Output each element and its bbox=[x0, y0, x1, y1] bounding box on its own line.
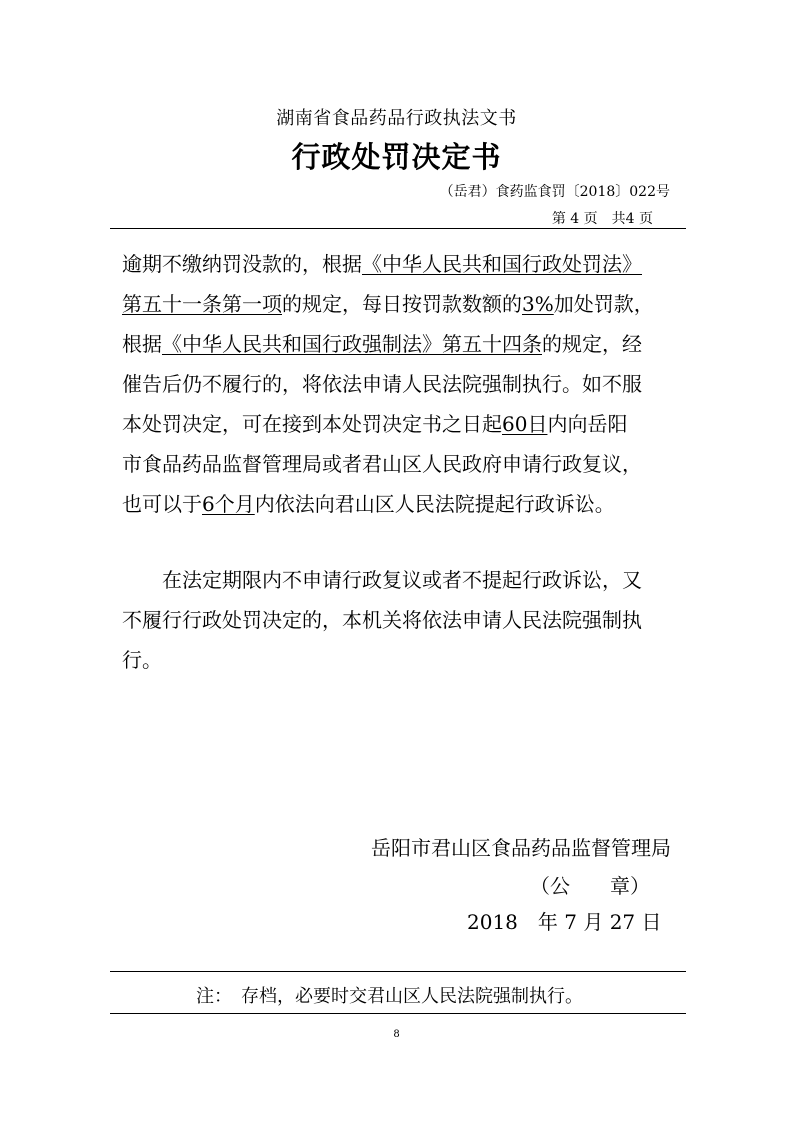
paragraph-penalty-terms bbox=[122, 244, 682, 524]
archive-note: 注： 存档，必要时交君山区人民法院强制执行。 bbox=[196, 986, 583, 1007]
header-divider bbox=[110, 228, 686, 229]
text-line bbox=[122, 244, 682, 284]
text-run: 逾期不缴纳罚没款的，根据 bbox=[122, 252, 362, 276]
text-line bbox=[122, 404, 682, 444]
text-run: 内向岳阳 bbox=[547, 412, 628, 436]
text-line: 行。 bbox=[122, 648, 162, 672]
document-title: 行政处罚决定书 bbox=[291, 140, 502, 174]
text-line bbox=[122, 284, 682, 324]
document-number: （岳君）食药监食罚〔2018〕022号 bbox=[439, 184, 670, 200]
text-run: 的规定，经 bbox=[542, 332, 642, 356]
text-line: 催告后仍不履行的，将依法申请人民法院强制执行。如不服 bbox=[122, 372, 642, 396]
review-deadline: 60日 bbox=[502, 412, 548, 436]
text-line bbox=[122, 484, 682, 524]
text-line: 市食品药品监督管理局或者君山区人民政府申请行政复议， bbox=[122, 452, 642, 476]
text-run: 内依法向君山区人民法院提起行政诉讼。 bbox=[254, 492, 615, 516]
lawsuit-deadline: 6个月 bbox=[202, 492, 255, 516]
page-number: 8 bbox=[393, 1029, 400, 1040]
document-series-header: 湖南省食品药品行政执法文书 bbox=[276, 108, 517, 129]
seal-placeholder: （公 章） bbox=[530, 874, 650, 898]
law-reference: 《中华人民共和国行政处罚法》 bbox=[362, 252, 642, 276]
law-reference: 《中华人民共和国行政强制法》第五十四条 bbox=[162, 332, 542, 356]
page-info: 第 4 页 共4 页 bbox=[551, 211, 653, 227]
issuing-authority: 岳阳市君山区食品药品监督管理局 bbox=[371, 836, 671, 860]
note-divider-top bbox=[110, 971, 686, 972]
law-article-reference: 第五十一条第一项 bbox=[122, 292, 282, 316]
text-run: 根据 bbox=[122, 332, 162, 356]
text-run: 本处罚决定，可在接到本处罚决定书之日起 bbox=[122, 412, 502, 436]
note-divider-bottom bbox=[110, 1013, 686, 1014]
issue-date: 2018 年 7 月 27 日 bbox=[467, 910, 662, 934]
text-line bbox=[122, 324, 682, 364]
penalty-rate: 3% bbox=[522, 292, 554, 316]
text-run: 也可以于 bbox=[122, 492, 202, 516]
text-run: 的规定，每日按罚款数额的 bbox=[282, 292, 522, 316]
paragraph-enforcement bbox=[122, 560, 682, 680]
text-line: 在法定期限内不申请行政复议或者不提起行政诉讼，又 bbox=[162, 568, 642, 592]
text-run: 加处罚款， bbox=[553, 292, 654, 316]
text-line: 不履行行政处罚决定的，本机关将依法申请人民法院强制执 bbox=[122, 608, 642, 632]
